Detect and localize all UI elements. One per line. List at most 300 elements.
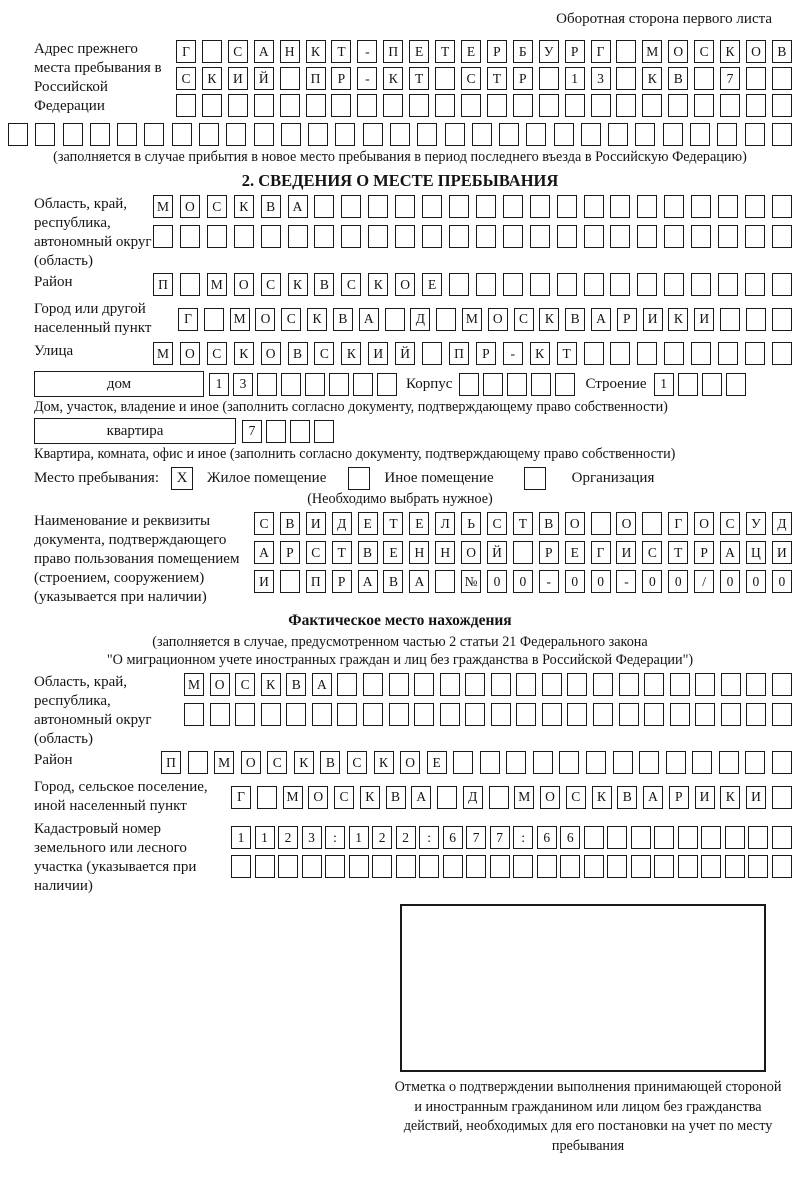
char-cell[interactable] [539,94,559,117]
char-cell[interactable]: И [695,786,715,809]
char-cell[interactable] [725,826,745,849]
char-cell[interactable] [745,273,765,296]
char-cell[interactable]: 2 [372,826,392,849]
char-cell[interactable]: О [395,273,415,296]
char-cell[interactable] [746,67,766,90]
char-cell[interactable] [210,703,230,726]
char-cell[interactable] [480,751,500,774]
char-cell[interactable] [422,195,442,218]
char-cell[interactable] [542,673,562,696]
char-cell[interactable]: С [207,342,227,365]
char-cell[interactable] [593,673,613,696]
char-cell[interactable]: В [772,40,792,63]
char-cell[interactable]: 6 [443,826,463,849]
char-cell[interactable]: А [358,570,378,593]
char-cell[interactable]: С [261,273,281,296]
char-cell[interactable]: 2 [278,826,298,849]
char-cell[interactable] [117,123,137,146]
char-cell[interactable] [530,273,550,296]
char-cell[interactable]: К [341,342,361,365]
char-cell[interactable]: В [286,673,306,696]
char-cell[interactable]: П [449,342,469,365]
char-cell[interactable]: П [306,570,326,593]
char-cell[interactable]: М [514,786,534,809]
char-cell[interactable]: С [314,342,334,365]
char-cell[interactable] [584,855,604,878]
char-cell[interactable] [395,225,415,248]
char-cell[interactable]: О [308,786,328,809]
char-cell[interactable] [746,308,766,331]
char-cell[interactable] [513,541,533,564]
char-cell[interactable] [718,225,738,248]
char-cell[interactable] [254,94,274,117]
char-cell[interactable] [266,420,286,443]
char-cell[interactable]: И [694,308,714,331]
char-cell[interactable] [642,94,662,117]
char-cell[interactable] [610,273,630,296]
char-cell[interactable]: В [565,308,585,331]
char-cell[interactable] [377,373,397,396]
char-cell[interactable] [440,673,460,696]
char-cell[interactable]: О [255,308,275,331]
char-cell[interactable]: О [488,308,508,331]
char-cell[interactable] [465,703,485,726]
char-cell[interactable] [745,123,765,146]
char-cell[interactable] [631,855,651,878]
char-cell[interactable]: С [694,40,714,63]
char-cell[interactable] [308,123,328,146]
char-cell[interactable]: Ь [461,512,481,535]
char-cell[interactable]: У [746,512,766,535]
char-cell[interactable]: Р [694,541,714,564]
char-cell[interactable] [385,308,405,331]
char-cell[interactable] [516,673,536,696]
char-cell[interactable]: В [358,541,378,564]
char-cell[interactable]: П [153,273,173,296]
char-cell[interactable] [746,673,766,696]
char-cell[interactable] [695,703,715,726]
char-cell[interactable]: 0 [746,570,766,593]
char-cell[interactable] [436,308,456,331]
char-cell[interactable] [368,225,388,248]
char-cell[interactable] [690,123,710,146]
char-cell[interactable] [280,67,300,90]
char-cell[interactable]: К [202,67,222,90]
char-cell[interactable] [726,373,746,396]
char-cell[interactable] [144,123,164,146]
char-cell[interactable] [530,225,550,248]
char-cell[interactable] [487,94,507,117]
char-cell[interactable] [644,703,664,726]
char-cell[interactable]: М [153,195,173,218]
char-cell[interactable] [389,703,409,726]
char-cell[interactable]: Р [280,541,300,564]
char-cell[interactable]: Р [539,541,559,564]
char-cell[interactable] [257,373,277,396]
char-cell[interactable]: Р [565,40,585,63]
char-cell[interactable] [666,751,686,774]
char-cell[interactable]: Л [435,512,455,535]
char-cell[interactable] [176,94,196,117]
char-cell[interactable]: К [288,273,308,296]
char-cell[interactable] [772,225,792,248]
char-cell[interactable]: : [325,826,345,849]
char-cell[interactable] [555,373,575,396]
char-cell[interactable] [533,751,553,774]
char-cell[interactable]: 7 [466,826,486,849]
char-cell[interactable]: К [294,751,314,774]
char-cell[interactable] [389,673,409,696]
char-cell[interactable]: 1 [565,67,585,90]
char-cell[interactable] [372,855,392,878]
char-cell[interactable]: 0 [591,570,611,593]
char-cell[interactable]: Й [254,67,274,90]
char-cell[interactable] [654,826,674,849]
char-cell[interactable] [619,673,639,696]
char-cell[interactable]: - [503,342,523,365]
char-cell[interactable]: Т [557,342,577,365]
char-cell[interactable] [35,123,55,146]
char-cell[interactable]: К [720,40,740,63]
char-cell[interactable]: Т [409,67,429,90]
char-cell[interactable] [184,703,204,726]
char-cell[interactable] [631,826,651,849]
char-cell[interactable] [748,855,768,878]
char-cell[interactable] [554,123,574,146]
char-cell[interactable] [584,342,604,365]
char-cell[interactable] [593,703,613,726]
char-cell[interactable] [325,855,345,878]
char-cell[interactable]: 6 [537,826,557,849]
char-cell[interactable]: С [514,308,534,331]
char-cell[interactable] [254,123,274,146]
char-cell[interactable] [663,123,683,146]
char-cell[interactable]: А [288,195,308,218]
char-cell[interactable] [772,855,792,878]
char-cell[interactable]: Й [395,342,415,365]
char-cell[interactable]: 0 [642,570,662,593]
char-cell[interactable]: А [643,786,663,809]
char-cell[interactable] [314,225,334,248]
char-cell[interactable]: В [314,273,334,296]
char-cell[interactable]: - [539,570,559,593]
stay-option-organization-checkbox[interactable] [524,467,546,490]
char-cell[interactable] [207,225,227,248]
char-cell[interactable] [516,703,536,726]
char-cell[interactable]: О [180,195,200,218]
char-cell[interactable] [180,273,200,296]
char-cell[interactable] [503,273,523,296]
char-cell[interactable] [278,855,298,878]
char-cell[interactable] [357,94,377,117]
char-cell[interactable] [449,273,469,296]
char-cell[interactable]: 0 [720,570,740,593]
char-cell[interactable]: 2 [396,826,416,849]
char-cell[interactable]: В [320,751,340,774]
char-cell[interactable] [530,195,550,218]
char-cell[interactable]: О [261,342,281,365]
char-cell[interactable]: М [207,273,227,296]
char-cell[interactable] [314,420,334,443]
char-cell[interactable] [8,123,28,146]
char-cell[interactable] [312,703,332,726]
char-cell[interactable] [772,826,792,849]
char-cell[interactable]: : [419,826,439,849]
char-cell[interactable]: О [746,40,766,63]
char-cell[interactable]: Р [617,308,637,331]
char-cell[interactable]: Т [435,40,455,63]
char-cell[interactable] [461,94,481,117]
char-cell[interactable] [565,94,585,117]
char-cell[interactable] [281,373,301,396]
char-cell[interactable] [694,67,714,90]
char-cell[interactable]: М [462,308,482,331]
char-cell[interactable] [691,342,711,365]
char-cell[interactable]: С [566,786,586,809]
char-cell[interactable] [341,195,361,218]
char-cell[interactable]: - [616,570,636,593]
char-cell[interactable]: К [360,786,380,809]
char-cell[interactable]: 1 [654,373,674,396]
char-cell[interactable]: О [694,512,714,535]
char-cell[interactable] [639,751,659,774]
char-cell[interactable]: К [234,195,254,218]
char-cell[interactable] [557,273,577,296]
char-cell[interactable] [513,855,533,878]
char-cell[interactable] [453,751,473,774]
char-cell[interactable] [537,855,557,878]
char-cell[interactable] [664,342,684,365]
char-cell[interactable] [542,703,562,726]
char-cell[interactable] [234,225,254,248]
char-cell[interactable]: 1 [209,373,229,396]
char-cell[interactable] [414,673,434,696]
char-cell[interactable] [691,195,711,218]
char-cell[interactable] [772,751,792,774]
char-cell[interactable]: 1 [255,826,275,849]
char-cell[interactable]: О [668,40,688,63]
char-cell[interactable] [584,273,604,296]
char-cell[interactable] [337,703,357,726]
char-cell[interactable]: Е [427,751,447,774]
char-cell[interactable] [235,703,255,726]
char-cell[interactable] [678,855,698,878]
char-cell[interactable]: 0 [513,570,533,593]
char-cell[interactable]: Р [487,40,507,63]
char-cell[interactable] [440,703,460,726]
char-cell[interactable]: С [487,512,507,535]
char-cell[interactable] [772,703,792,726]
char-cell[interactable] [383,94,403,117]
char-cell[interactable]: С [207,195,227,218]
char-cell[interactable] [591,94,611,117]
char-cell[interactable]: О [241,751,261,774]
char-cell[interactable]: К [720,786,740,809]
char-cell[interactable]: Н [280,40,300,63]
char-cell[interactable]: 3 [591,67,611,90]
char-cell[interactable]: С [235,673,255,696]
char-cell[interactable]: К [668,308,688,331]
char-cell[interactable] [188,751,208,774]
char-cell[interactable] [202,40,222,63]
char-cell[interactable] [422,342,442,365]
char-cell[interactable]: Н [435,541,455,564]
char-cell[interactable] [476,225,496,248]
char-cell[interactable] [472,123,492,146]
char-cell[interactable]: К [234,342,254,365]
char-cell[interactable] [261,225,281,248]
char-cell[interactable]: А [591,308,611,331]
char-cell[interactable]: С [254,512,274,535]
char-cell[interactable]: М [283,786,303,809]
char-cell[interactable] [491,703,511,726]
char-cell[interactable] [335,123,355,146]
char-cell[interactable]: К [307,308,327,331]
char-cell[interactable] [613,751,633,774]
char-cell[interactable] [616,40,636,63]
char-cell[interactable]: 0 [487,570,507,593]
char-cell[interactable] [363,123,383,146]
char-cell[interactable]: К [261,673,281,696]
char-cell[interactable] [281,123,301,146]
char-cell[interactable] [353,373,373,396]
char-cell[interactable] [349,855,369,878]
char-cell[interactable]: И [746,786,766,809]
char-cell[interactable]: В [617,786,637,809]
char-cell[interactable]: С [642,541,662,564]
char-cell[interactable]: И [368,342,388,365]
char-cell[interactable] [637,273,657,296]
char-cell[interactable]: М [214,751,234,774]
char-cell[interactable] [637,342,657,365]
char-cell[interactable]: Г [591,40,611,63]
char-cell[interactable]: В [280,512,300,535]
char-cell[interactable]: С [720,512,740,535]
char-cell[interactable] [772,195,792,218]
char-cell[interactable] [581,123,601,146]
char-cell[interactable]: / [694,570,714,593]
char-cell[interactable] [341,225,361,248]
char-cell[interactable] [637,195,657,218]
char-cell[interactable] [557,225,577,248]
char-cell[interactable] [772,308,792,331]
char-cell[interactable] [616,94,636,117]
char-cell[interactable] [417,123,437,146]
char-cell[interactable] [772,342,792,365]
char-cell[interactable]: - [357,67,377,90]
char-cell[interactable] [664,273,684,296]
char-cell[interactable] [670,673,690,696]
char-cell[interactable] [368,195,388,218]
char-cell[interactable]: В [668,67,688,90]
char-cell[interactable]: 6 [560,826,580,849]
char-cell[interactable] [449,225,469,248]
char-cell[interactable] [280,94,300,117]
char-cell[interactable] [257,786,277,809]
char-cell[interactable]: 3 [302,826,322,849]
char-cell[interactable] [608,123,628,146]
char-cell[interactable]: Й [487,541,507,564]
char-cell[interactable] [557,195,577,218]
char-cell[interactable] [772,123,792,146]
char-cell[interactable]: Г [591,541,611,564]
char-cell[interactable]: К [539,308,559,331]
char-cell[interactable] [691,273,711,296]
char-cell[interactable]: О [234,273,254,296]
char-cell[interactable]: С [334,786,354,809]
char-cell[interactable] [678,826,698,849]
char-cell[interactable]: П [306,67,326,90]
char-cell[interactable] [288,225,308,248]
char-cell[interactable]: Б [513,40,533,63]
char-cell[interactable]: А [254,541,274,564]
char-cell[interactable] [772,94,792,117]
char-cell[interactable] [720,308,740,331]
char-cell[interactable]: М [642,40,662,63]
char-cell[interactable] [678,373,698,396]
char-cell[interactable]: Е [422,273,442,296]
char-cell[interactable]: П [161,751,181,774]
char-cell[interactable]: А [409,570,429,593]
char-cell[interactable] [644,673,664,696]
char-cell[interactable] [153,225,173,248]
char-cell[interactable]: И [616,541,636,564]
char-cell[interactable]: О [210,673,230,696]
char-cell[interactable] [465,673,485,696]
char-cell[interactable]: С [461,67,481,90]
char-cell[interactable] [695,673,715,696]
char-cell[interactable]: К [642,67,662,90]
char-cell[interactable] [718,195,738,218]
char-cell[interactable] [745,225,765,248]
char-cell[interactable]: М [230,308,250,331]
char-cell[interactable] [286,703,306,726]
char-cell[interactable] [702,373,722,396]
char-cell[interactable] [607,826,627,849]
char-cell[interactable]: Р [331,67,351,90]
char-cell[interactable]: А [720,541,740,564]
char-cell[interactable] [506,751,526,774]
char-cell[interactable] [654,855,674,878]
char-cell[interactable]: К [306,40,326,63]
char-cell[interactable]: Е [358,512,378,535]
char-cell[interactable] [745,751,765,774]
char-cell[interactable]: А [359,308,379,331]
char-cell[interactable] [717,123,737,146]
char-cell[interactable]: № [461,570,481,593]
char-cell[interactable] [202,94,222,117]
char-cell[interactable]: К [592,786,612,809]
char-cell[interactable] [721,673,741,696]
char-cell[interactable] [231,855,251,878]
char-cell[interactable] [772,273,792,296]
char-cell[interactable] [619,703,639,726]
char-cell[interactable] [691,225,711,248]
char-cell[interactable]: К [374,751,394,774]
char-cell[interactable] [483,373,503,396]
char-cell[interactable]: Р [332,570,352,593]
char-cell[interactable] [476,195,496,218]
char-cell[interactable] [591,512,611,535]
char-cell[interactable]: А [312,673,332,696]
char-cell[interactable] [199,123,219,146]
char-cell[interactable]: И [772,541,792,564]
char-cell[interactable] [337,673,357,696]
char-cell[interactable] [435,67,455,90]
char-cell[interactable]: Г [176,40,196,63]
char-cell[interactable]: Т [383,512,403,535]
char-cell[interactable] [772,786,792,809]
